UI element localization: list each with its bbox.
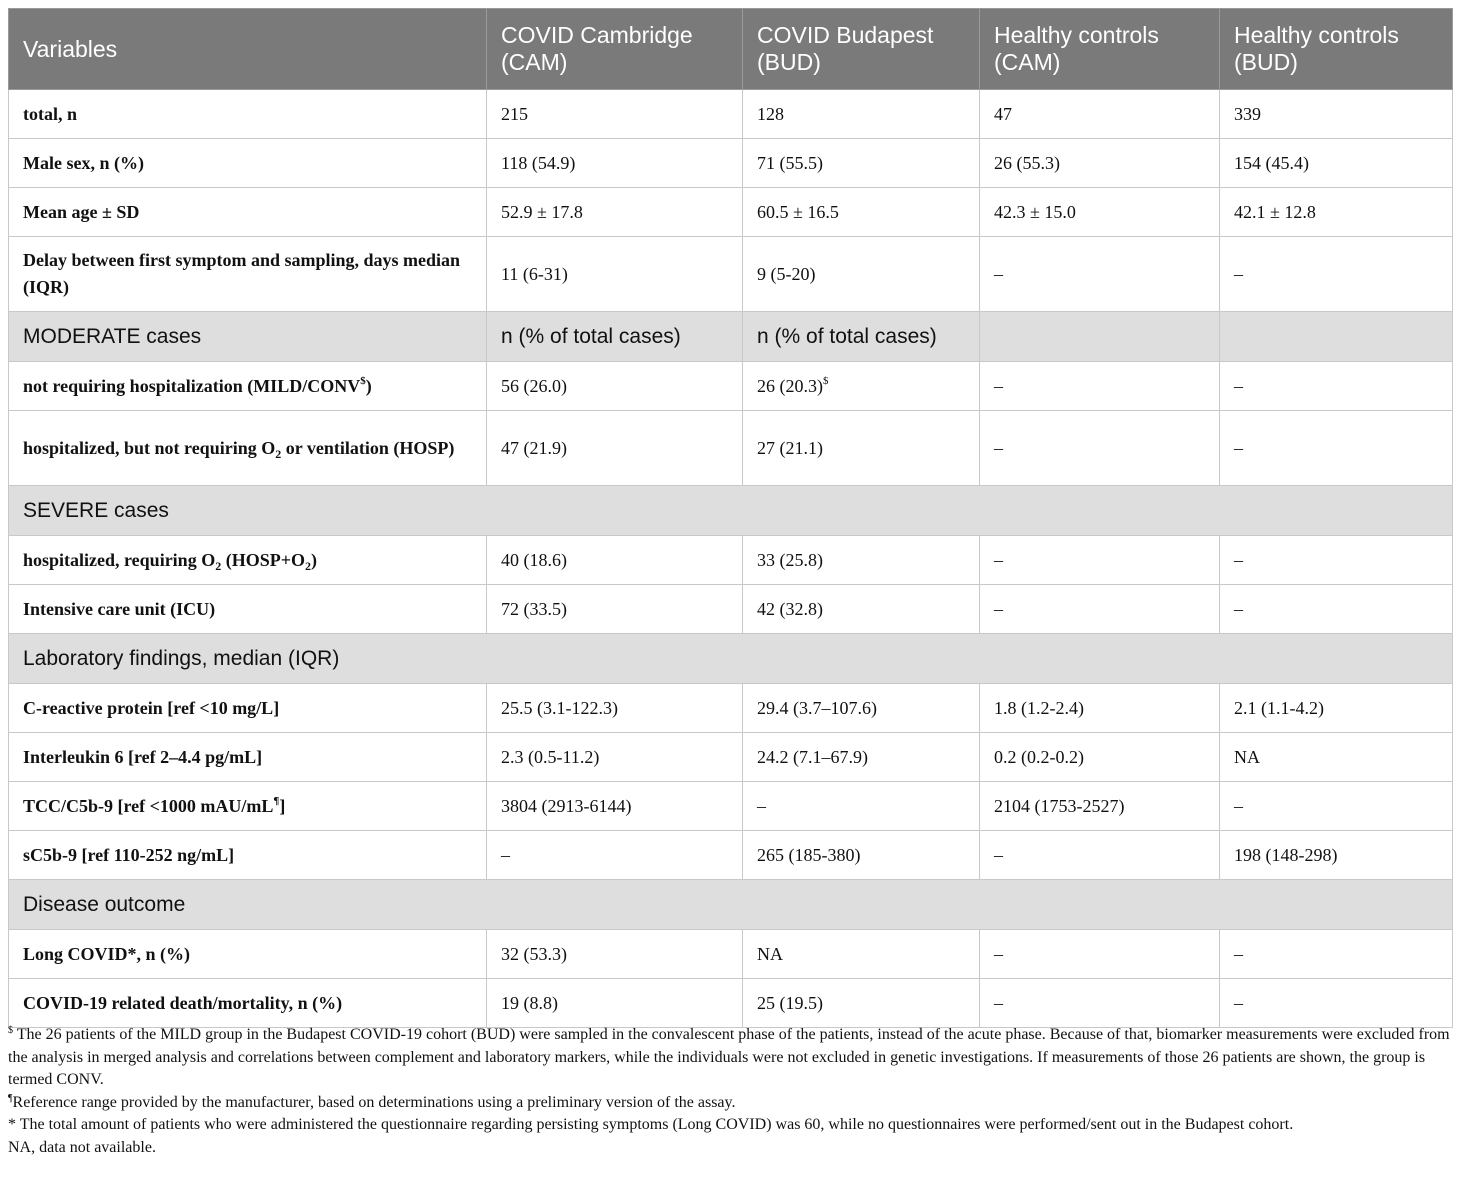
cell-value: 47 (21.9) <box>487 411 743 486</box>
cell-value: 52.9 ± 17.8 <box>487 188 743 237</box>
cell-value: 9 (5-20) <box>743 237 980 312</box>
cell-value: NA <box>743 930 980 979</box>
footnote-star: * The total amount of patients who were administered the questionnaire regarding persisting symptoms (Long COVID) was 60, while no questionnaires were performed/sent out in the Budapest cohort. <box>8 1116 1294 1133</box>
cell-value: 42.1 ± 12.8 <box>1220 188 1453 237</box>
row-label: Interleukin 6 [ref 2–4.4 pg/mL] <box>9 733 487 782</box>
footnote-marker: $ <box>8 1025 13 1036</box>
cell-value: 72 (33.5) <box>487 585 743 634</box>
cell-value: – <box>487 831 743 880</box>
table-row-sc5b9 <box>9 831 1453 880</box>
cell-value: 27 (21.1) <box>743 411 980 486</box>
cell-value: 3804 (2913-6144) <box>487 782 743 831</box>
cell-value: 215 <box>487 90 743 139</box>
cell-value: 154 (45.4) <box>1220 139 1453 188</box>
cell-value: 26 (55.3) <box>980 139 1220 188</box>
table-row-hosp <box>9 411 1453 486</box>
cell-value: – <box>980 979 1220 1028</box>
cell-value: 71 (55.5) <box>743 139 980 188</box>
section-row-moderate <box>9 312 1453 362</box>
footnote-pilcrow: ¶Reference range provided by the manufacturer, based on determinations using a preliminary version of the assay. <box>8 1092 736 1111</box>
table-row-hosp-o2 <box>9 536 1453 585</box>
cell-value: – <box>1220 979 1453 1028</box>
section-row-outcome <box>9 880 1453 930</box>
cell-value: 42.3 ± 15.0 <box>980 188 1220 237</box>
section-label: MODERATE cases <box>9 312 487 362</box>
cell-value: 24.2 (7.1–67.9) <box>743 733 980 782</box>
cell-value: 2.3 (0.5-11.2) <box>487 733 743 782</box>
section-subheader: n (% of total cases) <box>487 312 743 362</box>
section-label: Laboratory findings, median (IQR) <box>9 634 1453 684</box>
cell-value: 47 <box>980 90 1220 139</box>
header-covid-cambridge: COVID Cambridge (CAM) <box>487 9 743 90</box>
header-variables: Variables <box>9 9 487 90</box>
cell-value: 19 (8.8) <box>487 979 743 1028</box>
cell-value: 56 (26.0) <box>487 362 743 411</box>
cell-value: 118 (54.9) <box>487 139 743 188</box>
cell-value: – <box>1220 782 1453 831</box>
table-footnotes <box>8 1024 1452 1159</box>
header-row <box>9 9 1453 90</box>
row-label: total, n <box>9 90 487 139</box>
table-row-mortality <box>9 979 1453 1028</box>
cell-value: – <box>980 237 1220 312</box>
footnote-dollar: $ The 26 patients of the MILD group in the Budapest COVID-19 cohort (BUD) were sampled in the convalescent phase of the patients, instead of the acute phase. Because of that, biomarker measurements were excluded from the analysis in merged analysis and correlations between complement and laboratory markers, while the individuals were not excluded in genetic investigations. If measurements of those 26 patients are shown, the group is termed CONV. <box>8 1025 1450 1088</box>
row-label: C-reactive protein [ref <10 mg/L] <box>9 684 487 733</box>
cell-value: – <box>743 782 980 831</box>
footnote-marker: $ <box>360 374 366 387</box>
section-subheader: n (% of total cases) <box>743 312 980 362</box>
row-label: Mean age ± SD <box>9 188 487 237</box>
row-label: sC5b-9 [ref 110-252 ng/mL] <box>9 831 487 880</box>
cell-value: 25 (19.5) <box>743 979 980 1028</box>
table-row-total <box>9 90 1453 139</box>
table-row-tcc <box>9 782 1453 831</box>
section-label: Disease outcome <box>9 880 1453 930</box>
cell-value: 2.1 (1.1-4.2) <box>1220 684 1453 733</box>
cell-value: – <box>980 930 1220 979</box>
cell-value: 26 (20.3)$ <box>743 362 980 411</box>
cell-value: 40 (18.6) <box>487 536 743 585</box>
cell-value: 265 (185-380) <box>743 831 980 880</box>
header-healthy-bud: Healthy controls (BUD) <box>1220 9 1453 90</box>
cell-value: 33 (25.8) <box>743 536 980 585</box>
cell-value: – <box>980 536 1220 585</box>
table-row-il6 <box>9 733 1453 782</box>
table-row-mild <box>9 362 1453 411</box>
cell-value: – <box>1220 362 1453 411</box>
table-container <box>8 8 1452 1028</box>
header-healthy-cam: Healthy controls (CAM) <box>980 9 1220 90</box>
table-row-delay <box>9 237 1453 312</box>
row-label: not requiring hospitalization (MILD/CONV$) <box>9 362 487 411</box>
footnote-na: NA, data not available. <box>8 1138 156 1156</box>
cell-value: 128 <box>743 90 980 139</box>
row-label: COVID-19 related death/mortality, n (%) <box>9 979 487 1028</box>
cell-value: – <box>980 831 1220 880</box>
footnote-marker: ¶ <box>273 794 280 807</box>
table-row-long-covid <box>9 930 1453 979</box>
cell-value: – <box>1220 536 1453 585</box>
cell-value: 339 <box>1220 90 1453 139</box>
cell-value: – <box>1220 411 1453 486</box>
table-row-male-sex <box>9 139 1453 188</box>
cell-value: 25.5 (3.1-122.3) <box>487 684 743 733</box>
section-label: SEVERE cases <box>9 486 1453 536</box>
cell-value: – <box>1220 930 1453 979</box>
table-row-crp <box>9 684 1453 733</box>
row-label: Delay between first symptom and sampling, days median (IQR) <box>9 237 487 312</box>
cell-value: – <box>980 585 1220 634</box>
cell-value: – <box>1220 237 1453 312</box>
header-covid-budapest: COVID Budapest (BUD) <box>743 9 980 90</box>
cell-value: 42 (32.8) <box>743 585 980 634</box>
cell-value: 11 (6-31) <box>487 237 743 312</box>
cell-value: – <box>980 411 1220 486</box>
cell-value: 198 (148-298) <box>1220 831 1453 880</box>
cell-value: – <box>980 362 1220 411</box>
cell-value: 60.5 ± 16.5 <box>743 188 980 237</box>
cell-value: – <box>1220 585 1453 634</box>
cell-value: 32 (53.3) <box>487 930 743 979</box>
section-empty-cell <box>1220 312 1453 362</box>
cell-value: NA <box>1220 733 1453 782</box>
row-label: TCC/C5b-9 [ref <1000 mAU/mL¶] <box>9 782 487 831</box>
row-label: hospitalized, requiring $O_2$ $(HOSP+O_2)$ <box>9 536 487 585</box>
table-row-icu <box>9 585 1453 634</box>
row-label: Long COVID*, n (%) <box>9 930 487 979</box>
footnote-marker: $ <box>823 374 829 387</box>
row-label: hospitalized, but not requiring $O_2$ or ventilation (HOSP) <box>9 411 487 486</box>
section-row-laboratory <box>9 634 1453 684</box>
footnote-marker: ¶ <box>8 1092 13 1104</box>
cell-value: 0.2 (0.2-0.2) <box>980 733 1220 782</box>
cohort-characteristics-table <box>8 8 1453 1028</box>
section-row-severe <box>9 486 1453 536</box>
cell-value: 1.8 (1.2-2.4) <box>980 684 1220 733</box>
cell-value: 29.4 (3.7–107.6) <box>743 684 980 733</box>
section-empty-cell <box>980 312 1220 362</box>
table-row-mean-age <box>9 188 1453 237</box>
cell-value: 2104 (1753-2527) <box>980 782 1220 831</box>
row-label: Intensive care unit (ICU) <box>9 585 487 634</box>
row-label: Male sex, n (%) <box>9 139 487 188</box>
